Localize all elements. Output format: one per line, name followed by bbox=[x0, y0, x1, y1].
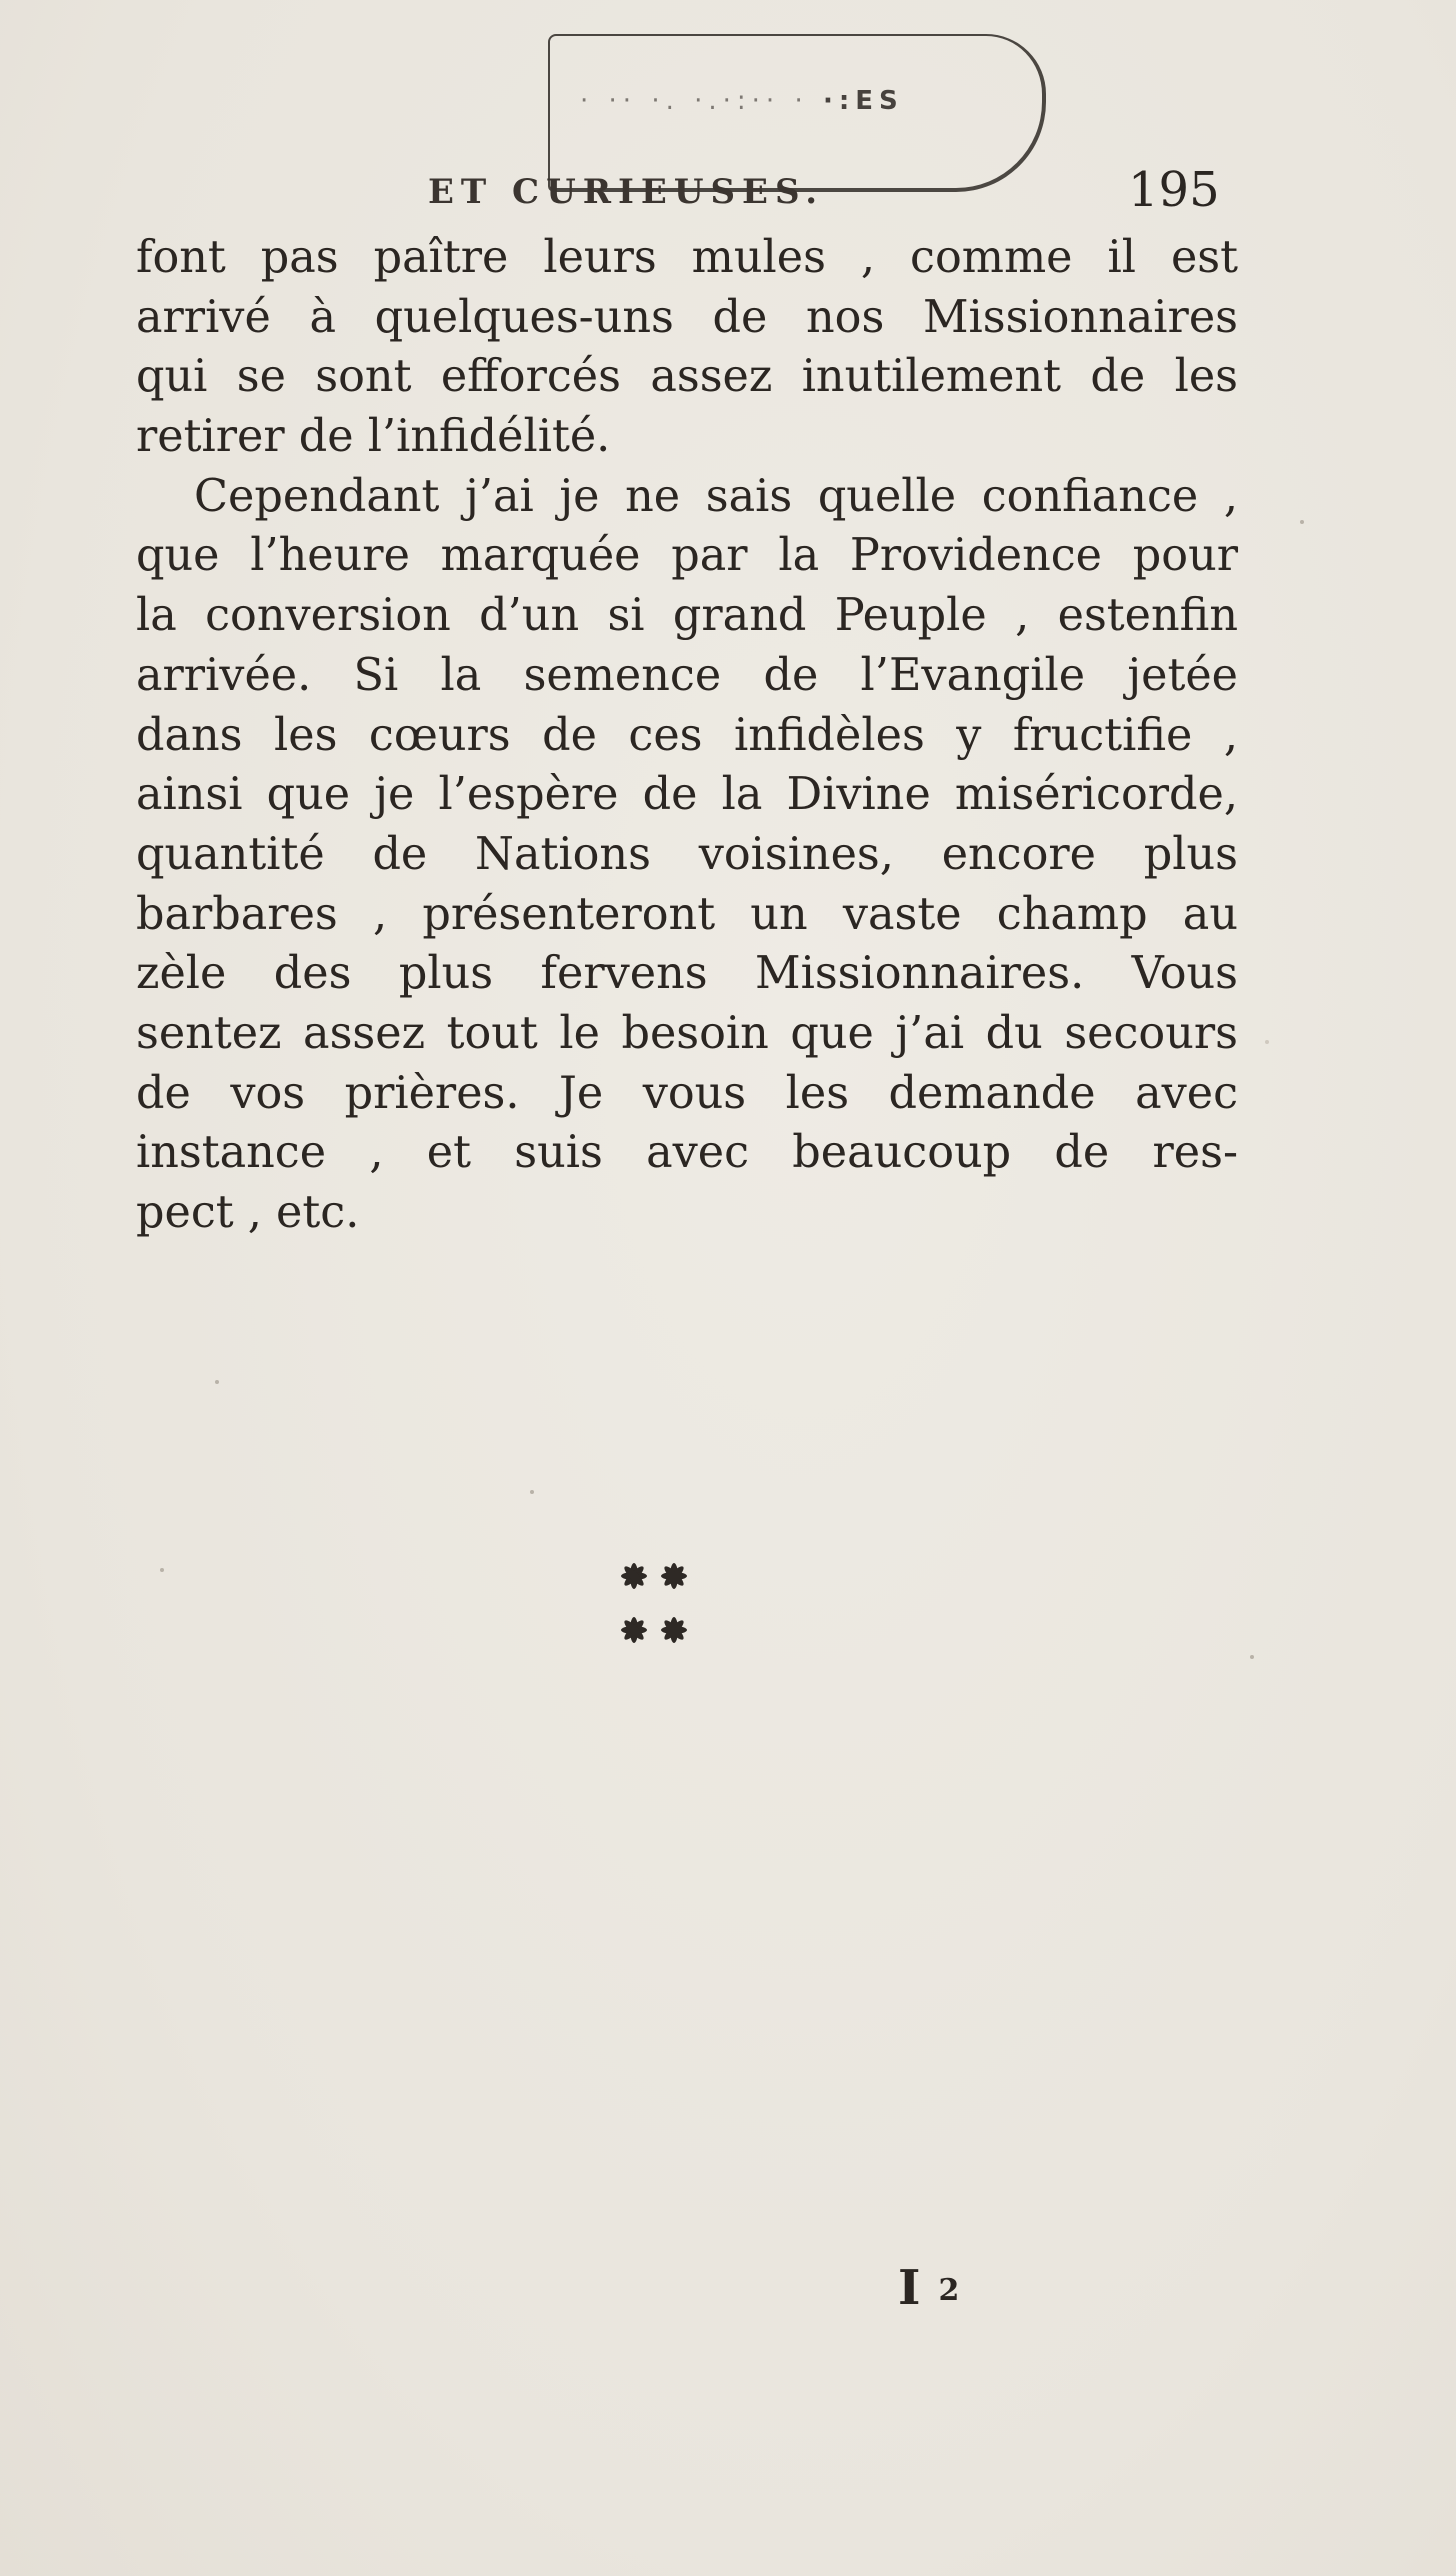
text-line: arrivée. Si la semence de l’Evangile jetée bbox=[136, 649, 1238, 701]
page-number: 195 bbox=[1128, 162, 1220, 218]
text-line-paragraph-start: Cependant j’ai je ne sais quelle confiance , bbox=[194, 470, 1238, 522]
body-text bbox=[136, 228, 1238, 1243]
stamp-text-bold: ·:ES bbox=[823, 86, 904, 116]
text-line: quantité de Nations voisines, encore plus bbox=[136, 828, 1238, 880]
text-line: barbares , présenteront un vaste champ au bbox=[136, 888, 1238, 940]
stamp-text-faint: · ·· ·. ·.·:·· · bbox=[580, 86, 809, 116]
text-line: dans les cœurs de ces infidèles y fructifie , bbox=[136, 709, 1238, 761]
library-stamp bbox=[548, 34, 1046, 192]
text-line: font pas paître leurs mules , comme il est bbox=[136, 232, 1238, 283]
signature-number: 2 bbox=[938, 2273, 960, 2308]
running-head: ET CURIEUSES. bbox=[428, 172, 825, 212]
text-line: zèle des plus fervens Missionnaires. Vous bbox=[136, 948, 1238, 1000]
fleuron-ornament-icon bbox=[612, 1550, 702, 1660]
signature-letter: I bbox=[898, 2260, 921, 2316]
stamp-text bbox=[580, 86, 1020, 116]
text-line: pect , etc. bbox=[136, 1187, 360, 1238]
text-line: instance , et suis avec beaucoup de res- bbox=[136, 1127, 1238, 1179]
text-line: retirer de l’infidélité. bbox=[136, 411, 611, 463]
text-line: la conversion d’un si grand Peuple , estenfin bbox=[136, 590, 1238, 642]
text-line: que l’heure marquée par la Providence pour bbox=[136, 530, 1238, 582]
quire-signature bbox=[898, 2260, 959, 2316]
text-line: ainsi que je l’espère de la Divine miséricorde, bbox=[136, 769, 1238, 821]
text-line: qui se sont efforcés assez inutilement de les bbox=[136, 351, 1238, 403]
text-line: sentez assez tout le besoin que j’ai du secours bbox=[136, 1007, 1238, 1059]
text-line: de vos prières. Je vous les demande avec bbox=[136, 1067, 1238, 1119]
text-line: arrivé à quelques-uns de nos Missionnaires bbox=[136, 291, 1238, 343]
